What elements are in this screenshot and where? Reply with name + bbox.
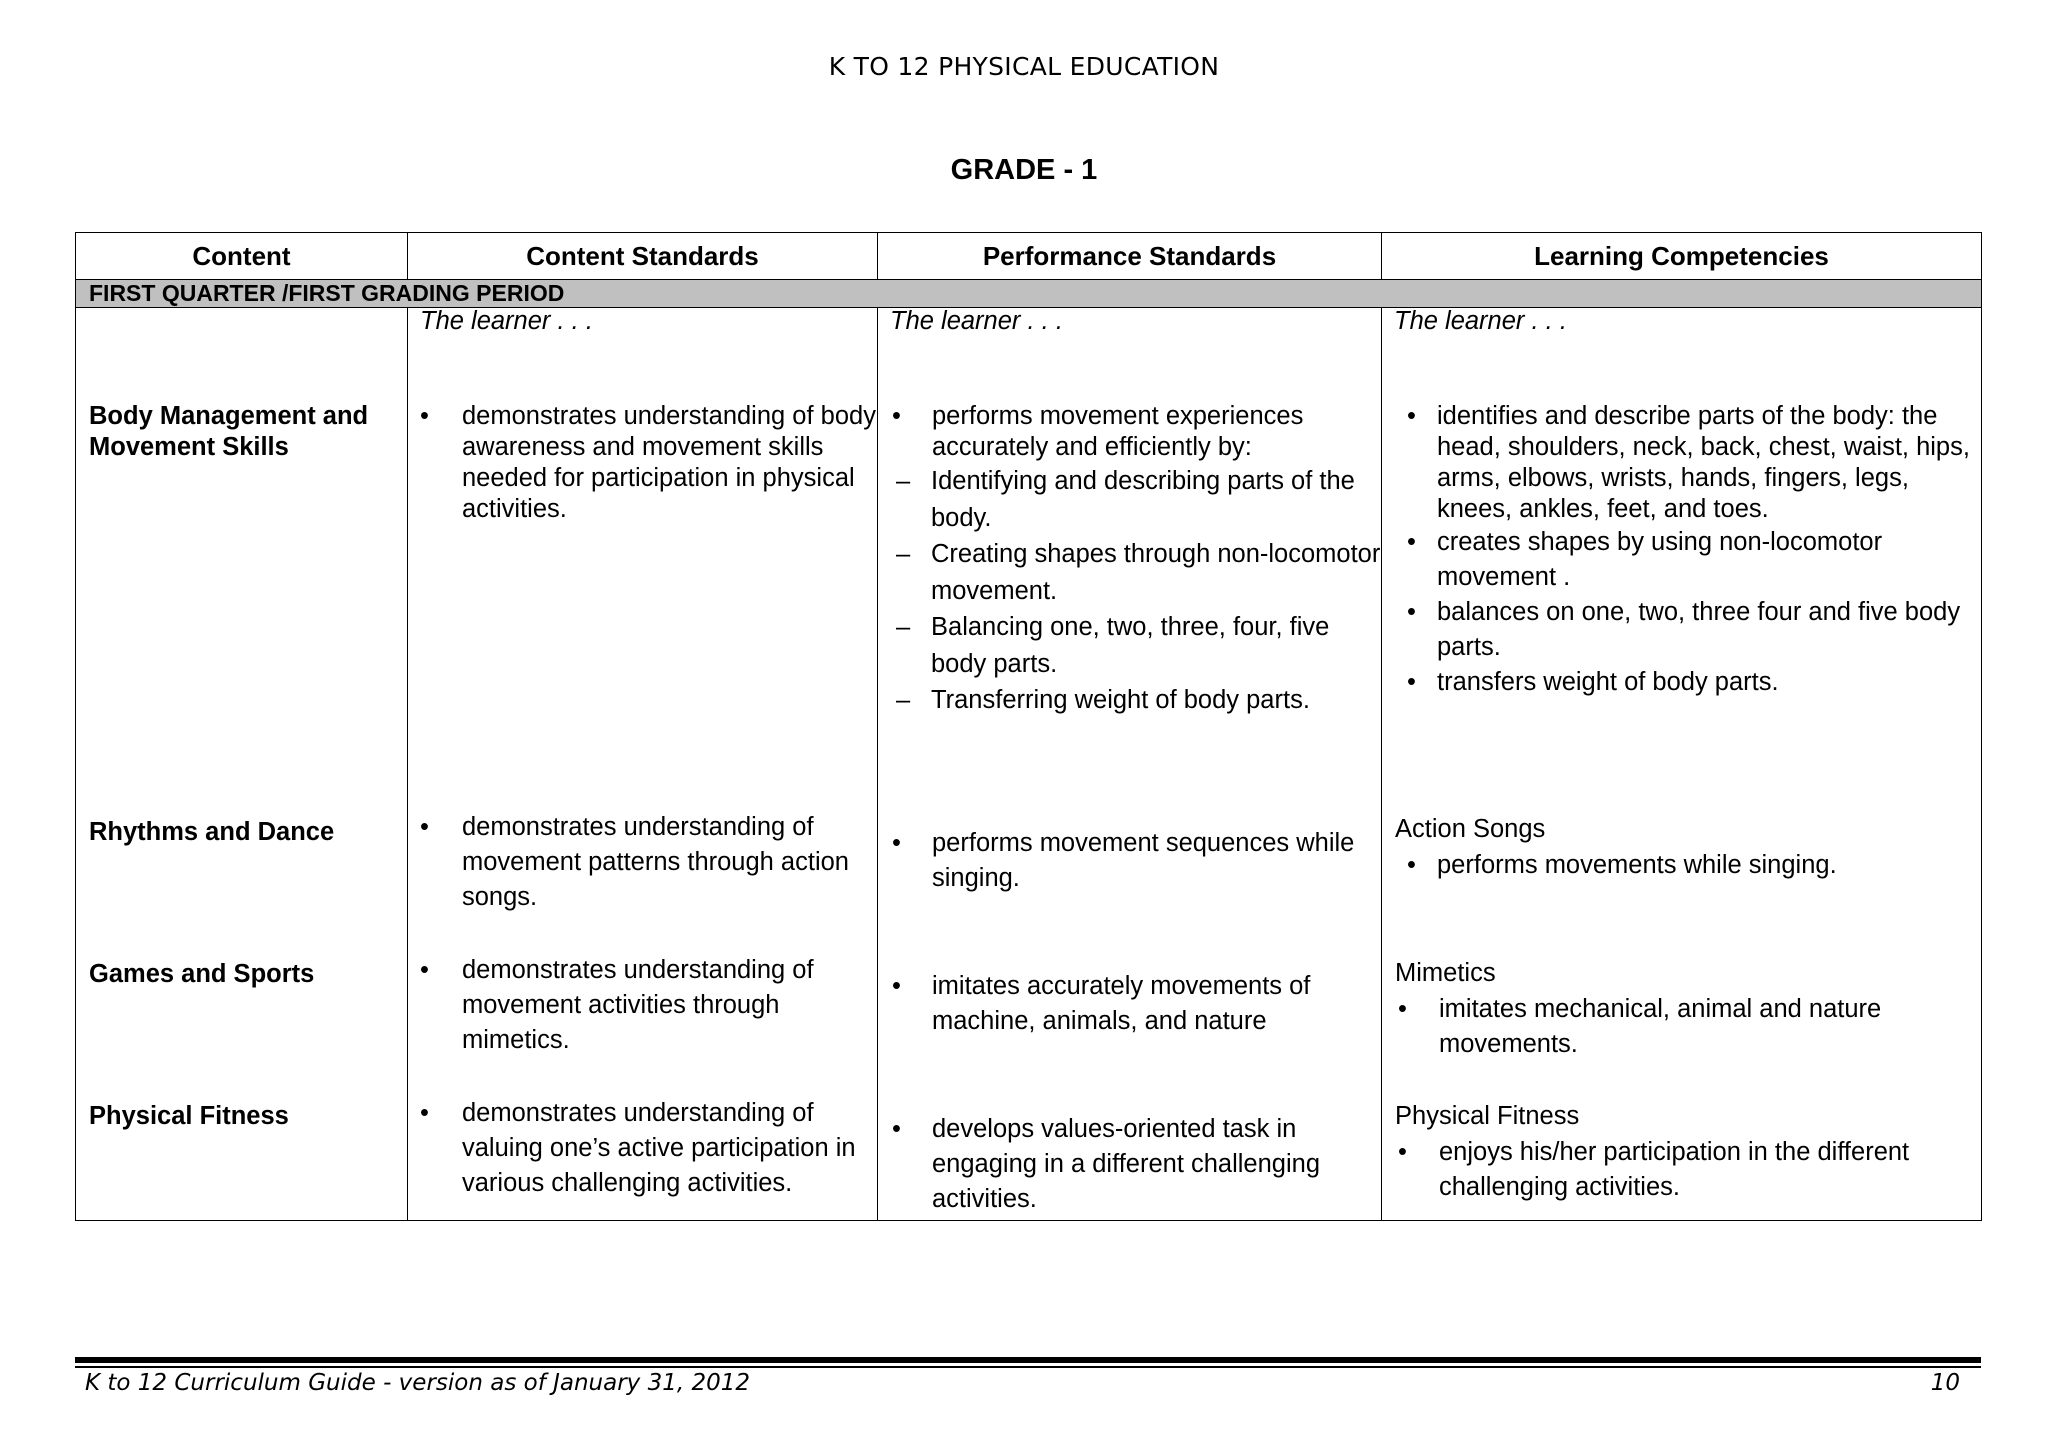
list-item — [1382, 850, 1981, 881]
learner-prefix: The learner . . . — [420, 307, 593, 335]
content-body-management: Body Management and Movement Skills — [89, 402, 369, 461]
page-number: 10 — [1930, 1370, 1960, 1396]
performance-subitem-4: – Transferring weight of body parts. — [886, 682, 1381, 719]
grade-title: GRADE - 1 — [950, 154, 1098, 186]
list-item — [1382, 401, 1981, 700]
column-header-learning-competencies: Learning Competencies — [1382, 233, 1982, 280]
column-header-performance-standards: Performance Standards — [878, 233, 1382, 280]
performance-subitem-3: – Balancing one, two, three, four, five body parts. — [886, 609, 1381, 682]
footer-divider-thin — [75, 1366, 1981, 1368]
footer-divider-thick — [75, 1357, 1981, 1363]
learner-prefix: The learner . . . — [1394, 307, 1567, 335]
list-item — [408, 401, 877, 525]
content-standard-2: • demonstrates understanding of movement patterns through action songs. — [408, 810, 877, 915]
content-cell — [76, 308, 408, 1221]
content-standard-3: • demonstrates understanding of movement activities through mimetics. — [408, 953, 877, 1058]
content-standards-cell — [408, 308, 878, 1221]
content-standard-4: • demonstrates understanding of valuing one’s active participation in various challenging activities. — [408, 1096, 877, 1201]
list-item — [408, 1096, 877, 1201]
list-item — [408, 953, 877, 1058]
competency-4-1: • enjoys his/her participation in the different challenging activities. — [1382, 1135, 1981, 1205]
performance-standard-3: • imitates accurately movements of machine, animals, and nature — [878, 969, 1381, 1039]
learner-prefix: The learner . . . — [890, 307, 1063, 335]
list-item — [408, 810, 877, 915]
content-rhythms-dance: Rhythms and Dance — [89, 818, 335, 846]
content-physical-fitness: Physical Fitness — [89, 1102, 289, 1130]
competency-1-3: • balances on one, two, three four and five body parts. — [1382, 595, 1981, 665]
list-item — [878, 969, 1381, 1039]
footer-version: K to 12 Curriculum Guide - version as of January 31, 2012 — [85, 1370, 751, 1396]
performance-standard-2: • performs movement sequences while singing. — [878, 826, 1381, 896]
table-row — [76, 308, 1982, 1221]
learning-competencies-cell — [1382, 308, 1982, 1221]
document-header: K TO 12 PHYSICAL EDUCATION — [828, 52, 1220, 81]
competency-3-1: • imitates mechanical, animal and nature movements. — [1382, 992, 1981, 1062]
performance-standards-cell — [878, 308, 1382, 1221]
table-header-row — [76, 233, 1982, 280]
list-item — [1382, 992, 1981, 1062]
competency-heading-physical-fitness: Physical Fitness — [1395, 1102, 1580, 1130]
performance-standard-4: • develops values-oriented task in engaging in a different challenging activities. — [878, 1112, 1381, 1217]
column-header-content: Content — [76, 233, 408, 280]
list-item — [1382, 1135, 1981, 1205]
list-item — [878, 1112, 1381, 1217]
competency-heading-action-songs: Action Songs — [1395, 815, 1546, 843]
competency-1-2: • creates shapes by using non-locomotor movement . — [1382, 525, 1981, 595]
list-item — [878, 826, 1381, 896]
list-item — [878, 401, 1381, 719]
quarter-row — [76, 280, 1982, 308]
curriculum-table — [75, 232, 1982, 1221]
content-games-sports: Games and Sports — [89, 960, 315, 988]
column-header-content-standards: Content Standards — [408, 233, 878, 280]
competency-2-1: • performs movements while singing. — [1382, 850, 1981, 881]
performance-subitem-1: – Identifying and describing parts of the body. — [886, 463, 1381, 536]
content-standard-1: • demonstrates understanding of body awareness and movement skills needed for participation in physical activities. — [408, 401, 877, 525]
performance-subitems — [886, 463, 1381, 719]
quarter-label: FIRST QUARTER /FIRST GRADING PERIOD — [76, 280, 1982, 308]
competency-heading-mimetics: Mimetics — [1395, 959, 1496, 987]
competency-1-4: • transfers weight of body parts. — [1382, 665, 1981, 700]
competency-1-1: • identifies and describe parts of the body: the head, shoulders, neck, back, chest, waist, hips, arms, elbows, wrists, hands, fingers, legs, knees, ankles, feet, and toes. — [1382, 401, 1981, 525]
performance-intro: performs movement experiences accurately and efficiently by: — [932, 402, 1304, 461]
performance-standard-1 — [878, 401, 1381, 719]
performance-subitem-2: – Creating shapes through non-locomotor movement. — [886, 536, 1381, 609]
